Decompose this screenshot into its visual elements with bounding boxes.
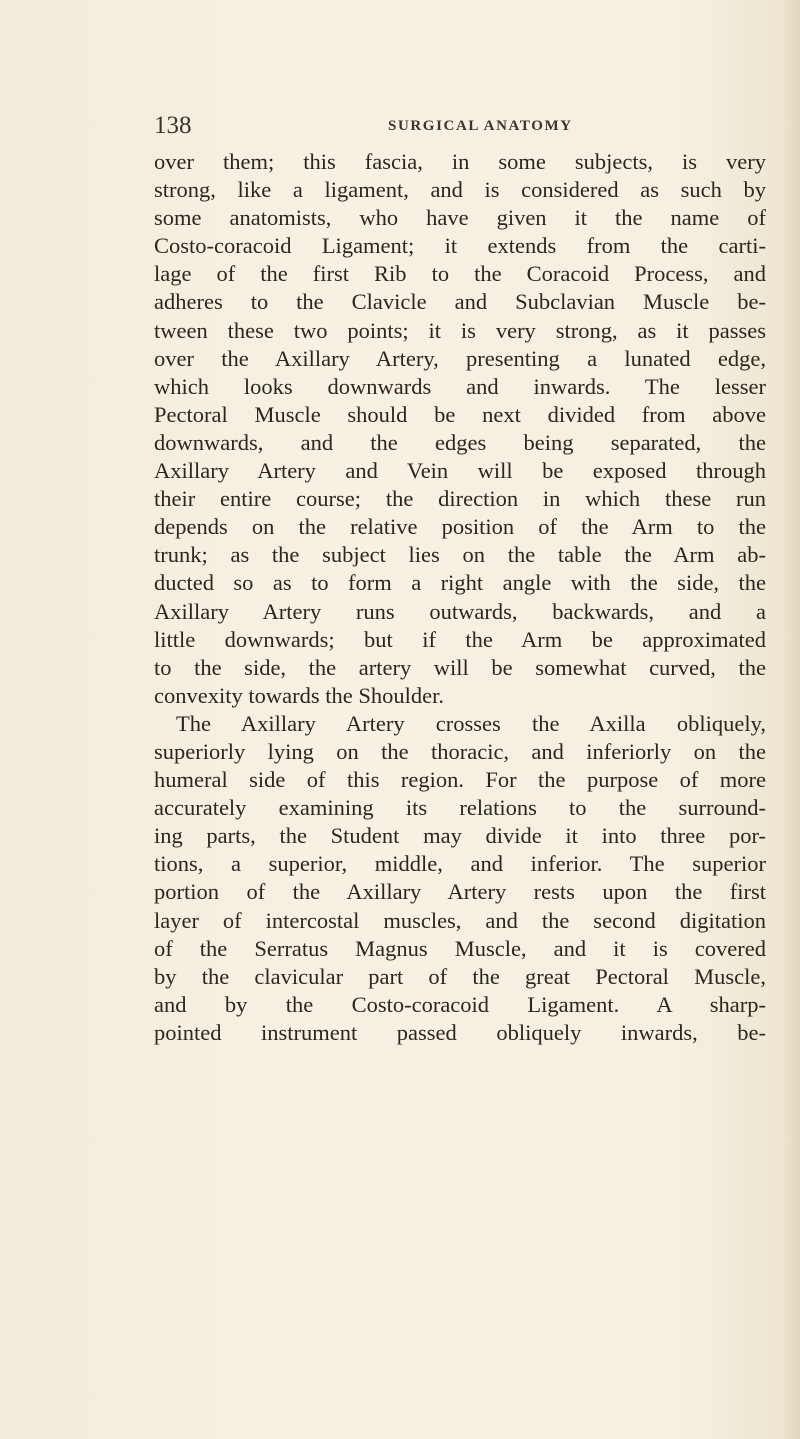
text-line: depends on the relative position of the Arm to the <box>154 514 766 540</box>
text-line: tions, a superior, middle, and inferior. The superior <box>154 851 766 877</box>
text-line: Axillary Artery runs outwards, backwards, and a <box>154 598 766 624</box>
text-line: of the Serratus Magnus Muscle, and it is covered <box>154 935 766 961</box>
text-line: lage of the first Rib to the Coracoid Process, and <box>154 261 766 287</box>
text-line: pointed instrument passed obliquely inwards, be- <box>154 1019 766 1045</box>
text-line: their entire course; the direction in which these run <box>154 486 766 512</box>
text-line: ducted so as to form a right angle with the side, the <box>154 570 766 596</box>
text-line: ing parts, the Student may divide it into three por- <box>154 823 766 849</box>
text-line: Pectoral Muscle should be next divided from above <box>154 401 766 427</box>
running-title: SURGICAL ANATOMY <box>388 118 573 134</box>
text-line: layer of intercostal muscles, and the second digitation <box>154 907 766 933</box>
text-line: over them; this fascia, in some subjects, is very <box>154 149 766 174</box>
text-line: portion of the Axillary Artery rests upon the first <box>154 879 766 905</box>
text-line: Axillary Artery and Vein will be exposed through <box>154 458 766 484</box>
text-line: The Axillary Artery crosses the Axilla obliquely, <box>176 710 766 736</box>
text-line: Costo-coracoid Ligament; it extends from the carti- <box>154 233 766 259</box>
text-line: downwards, and the edges being separated, the <box>154 429 766 455</box>
text-line: to the side, the artery will be somewhat curved, the <box>154 654 766 680</box>
text-line: by the clavicular part of the great Pectoral Muscle, <box>154 963 766 989</box>
text-line: tween these two points; it is very strong, as it passes <box>154 317 766 343</box>
text-line: trunk; as the subject lies on the table the Arm ab- <box>154 542 766 568</box>
body-text <box>154 148 766 1047</box>
text-line: little downwards; but if the Arm be approximated <box>154 626 766 652</box>
text-line: strong, like a ligament, and is considered as such by <box>154 177 766 203</box>
text-line: humeral side of this region. For the purpose of more <box>154 767 766 793</box>
running-head <box>154 112 764 142</box>
text-line: over the Axillary Artery, presenting a lunated edge, <box>154 345 766 371</box>
text-line: which looks downwards and inwards. The lesser <box>154 373 766 399</box>
text-line: accurately examining its relations to the surround- <box>154 795 766 821</box>
text-line: adheres to the Clavicle and Subclavian Muscle be- <box>154 289 766 315</box>
page-edge-shadow <box>782 0 800 1439</box>
text-line: and by the Costo-coracoid Ligament. A sharp- <box>154 991 766 1017</box>
text-line: convexity towards the Shoulder. <box>154 682 444 708</box>
page-number: 138 <box>154 112 192 139</box>
text-line: some anatomists, who have given it the name of <box>154 205 766 231</box>
text-line: superiorly lying on the thoracic, and inferiorly on the <box>154 738 766 764</box>
